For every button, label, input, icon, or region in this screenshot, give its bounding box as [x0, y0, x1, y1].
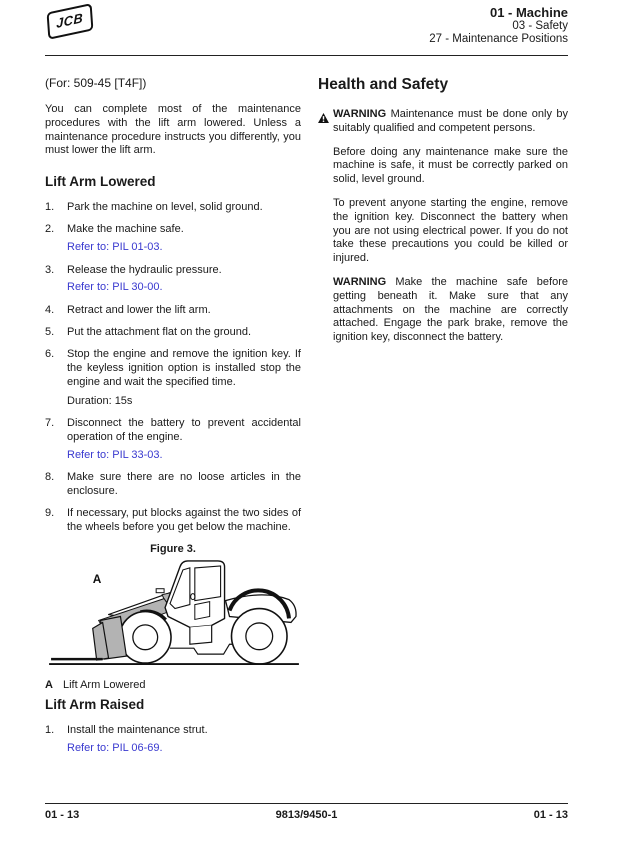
jcb-logo-icon — [47, 8, 93, 35]
step-text: Park the machine on level, solid ground. — [67, 201, 263, 214]
warning-label: WARNING — [333, 275, 387, 288]
warning-block — [318, 108, 568, 136]
step-text: Make sure there are no loose articles in the enclosure. — [67, 470, 301, 497]
warning-triangle-icon — [318, 108, 329, 136]
duration-note: Duration: 15s — [67, 394, 133, 407]
list-item — [45, 201, 301, 215]
header-rule — [45, 55, 568, 56]
safety-paragraph: Before doing any maintenance make sure the machine is safe, it must be correctly parked on solid, level ground. — [333, 145, 568, 186]
health-safety-title: Health and Safety — [318, 76, 449, 93]
telehandler-machine-figure — [45, 557, 303, 672]
step-number: 8. — [45, 470, 55, 483]
refer-link[interactable]: Refer to: PIL 33-03. — [67, 448, 163, 461]
step-text: Install the maintenance strut. — [67, 724, 208, 737]
step-text: If necessary, put blocks against the two sides of the wheels before you get below the machine. — [67, 506, 301, 533]
figure-title: Figure 3. — [150, 543, 196, 556]
section-title-lift-arm-raised: Lift Arm Raised — [45, 697, 145, 713]
page-header — [45, 6, 568, 52]
model-applicability: (For: 509-45 [T4F]) — [45, 76, 147, 90]
list-item — [45, 223, 301, 255]
page-footer — [45, 803, 568, 821]
step-number: 3. — [45, 263, 55, 276]
right-column — [318, 76, 568, 764]
header-breadcrumb — [429, 6, 568, 47]
header-subsection: 27 - Maintenance Positions — [429, 33, 568, 45]
intro-paragraph: You can complete most of the maintenance procedures with the lift arm lowered. Unless a maintenance procedure instructs you differently, you must lower the lift arm. — [45, 103, 301, 157]
step-text: Stop the engine and remove the ignition key. If the keyless ignition option is installed stop the engine and wait the specified time. — [67, 348, 301, 388]
footer-page-left: 01 - 13 — [45, 809, 80, 821]
list-item — [45, 724, 301, 756]
step-number: 1. — [45, 724, 55, 737]
section-title-lift-arm-lowered: Lift Arm Lowered — [45, 174, 156, 190]
figure-callout-a: A — [92, 571, 102, 586]
warning-text: WARNING Maintenance must be done only by suitably qualified and competent persons. — [333, 108, 568, 134]
step-text: Retract and lower the lift arm. — [67, 303, 211, 316]
warning-text: WARNING Make the machine safe before getting beneath it. Make sure that any attachments on the machine are correctly attached. Engage the park brake, remove the ignition key, disconnect the battery. — [333, 275, 568, 344]
step-text: Release the hydraulic pressure. — [67, 263, 222, 276]
step-number: 6. — [45, 348, 55, 361]
figure-caption-key: A — [45, 679, 53, 692]
safety-paragraph: To prevent anyone starting the engine, remove the ignition key. Disconnect the battery when you are not using electrical power. If you do not take these precautions you could be killed or injured. — [333, 196, 568, 265]
left-column — [45, 76, 301, 764]
list-item — [45, 264, 301, 296]
step-number: 5. — [45, 325, 55, 338]
list-item — [45, 326, 301, 340]
list-item — [45, 507, 301, 535]
header-chapter: 01 - Machine — [489, 5, 568, 20]
figure-caption-text: Lift Arm Lowered — [62, 679, 146, 692]
step-text: Make the machine safe. — [67, 223, 184, 236]
figure-3 — [45, 543, 301, 691]
footer-page-right: 01 - 13 — [533, 809, 568, 821]
step-text: Disconnect the battery to prevent accidental operation of the engine. — [67, 416, 301, 443]
jcb-logo-text: JCB — [56, 9, 84, 32]
warning-label: WARNING — [333, 108, 387, 120]
step-number: 4. — [45, 303, 55, 316]
list-item — [45, 417, 301, 462]
step-number: 9. — [45, 506, 55, 519]
refer-link[interactable]: Refer to: PIL 30-00. — [67, 281, 163, 294]
header-section: 03 - Safety — [512, 19, 568, 32]
step-number: 7. — [45, 416, 55, 429]
footer-publication-number: 9813/9450-1 — [275, 809, 338, 821]
figure-caption — [45, 679, 301, 691]
step-number: 1. — [45, 201, 55, 214]
list-item — [45, 471, 301, 499]
content-columns — [45, 76, 568, 764]
list-item — [45, 304, 301, 318]
step-number: 2. — [45, 223, 55, 236]
step-text: Put the attachment flat on the ground. — [67, 325, 252, 338]
refer-link[interactable]: Refer to: PIL 06-69. — [67, 741, 163, 754]
refer-link[interactable]: Refer to: PIL 01-03. — [67, 241, 163, 254]
list-item — [45, 348, 301, 408]
